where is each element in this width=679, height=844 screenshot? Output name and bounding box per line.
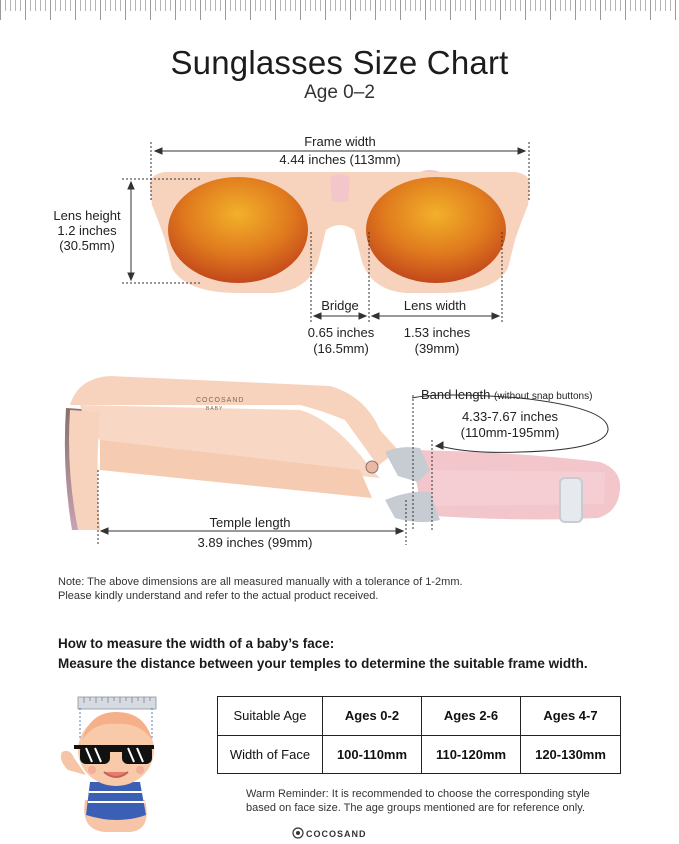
table-cell: Ages 2-6 bbox=[422, 697, 521, 736]
warm-reminder-line-2: based on face size. The age groups mentioned are for reference only. bbox=[246, 802, 585, 814]
right-lens bbox=[366, 177, 506, 283]
note-line-1: Note: The above dimensions are all measured manually with a tolerance of 1-2mm. bbox=[58, 576, 463, 588]
table-cell: Width of Face bbox=[218, 735, 323, 774]
size-table bbox=[217, 696, 621, 774]
warm-reminder-line-1: Warm Reminder: It is recommended to choose the corresponding style bbox=[246, 788, 590, 800]
lens-height-mm: (30.5mm) bbox=[59, 238, 115, 253]
band-length-label bbox=[421, 387, 592, 405]
note-line-2: Please kindly understand and refer to the actual product received. bbox=[58, 590, 379, 602]
temple-length-value: 3.89 inches (99mm) bbox=[197, 535, 313, 550]
frame-width-value: 4.44 inches (113mm) bbox=[279, 152, 401, 167]
temple-print-brand: COCOSAND bbox=[196, 397, 245, 404]
table-row bbox=[218, 735, 621, 774]
table-cell: Suitable Age bbox=[218, 697, 323, 736]
table-row bbox=[218, 697, 621, 736]
warm-reminder bbox=[246, 787, 590, 815]
measure-instruction: Measure the distance between your temples to determine the suitable frame width. bbox=[58, 656, 588, 671]
table-cell: Ages 4-7 bbox=[521, 697, 621, 736]
page-subtitle: Age 0–2 bbox=[304, 82, 375, 103]
lens-width-mm: (39mm) bbox=[414, 341, 460, 356]
lens-width-label: Lens width bbox=[403, 298, 467, 313]
measurement-note bbox=[58, 575, 463, 603]
lens-height-label: Lens height bbox=[53, 208, 121, 223]
bridge-label: Bridge bbox=[321, 298, 359, 313]
measure-heading: How to measure the width of a baby’s face: bbox=[58, 636, 335, 651]
table-cell: 120-130mm bbox=[521, 735, 621, 774]
bridge-mm: (16.5mm) bbox=[313, 341, 369, 356]
band-length-mm: (110mm-195mm) bbox=[460, 425, 560, 440]
frame-width-label: Frame width bbox=[304, 134, 376, 149]
temple-print-sub: BABY bbox=[206, 406, 224, 412]
brand-name: COCOSAND bbox=[306, 829, 367, 839]
lens-height-inches: 1.2 inches bbox=[57, 223, 117, 238]
band-length-title: Band length bbox=[421, 387, 491, 402]
lens-width-inches: 1.53 inches bbox=[403, 325, 471, 340]
baby-illustration bbox=[61, 697, 156, 832]
left-lens bbox=[168, 177, 308, 283]
temple-length-label: Temple length bbox=[209, 515, 291, 530]
table-cell: 110-120mm bbox=[422, 735, 521, 774]
brand-logo-icon bbox=[293, 828, 303, 838]
table-cell: 100-110mm bbox=[323, 735, 422, 774]
page-title: Sunglasses Size Chart bbox=[170, 44, 509, 81]
band-length-note: (without snap buttons) bbox=[494, 391, 593, 402]
bridge-inches: 0.65 inches bbox=[307, 325, 375, 340]
table-cell: Ages 0-2 bbox=[323, 697, 422, 736]
front-sunglasses bbox=[150, 170, 530, 293]
band-length-inches: 4.33-7.67 inches bbox=[461, 409, 559, 424]
